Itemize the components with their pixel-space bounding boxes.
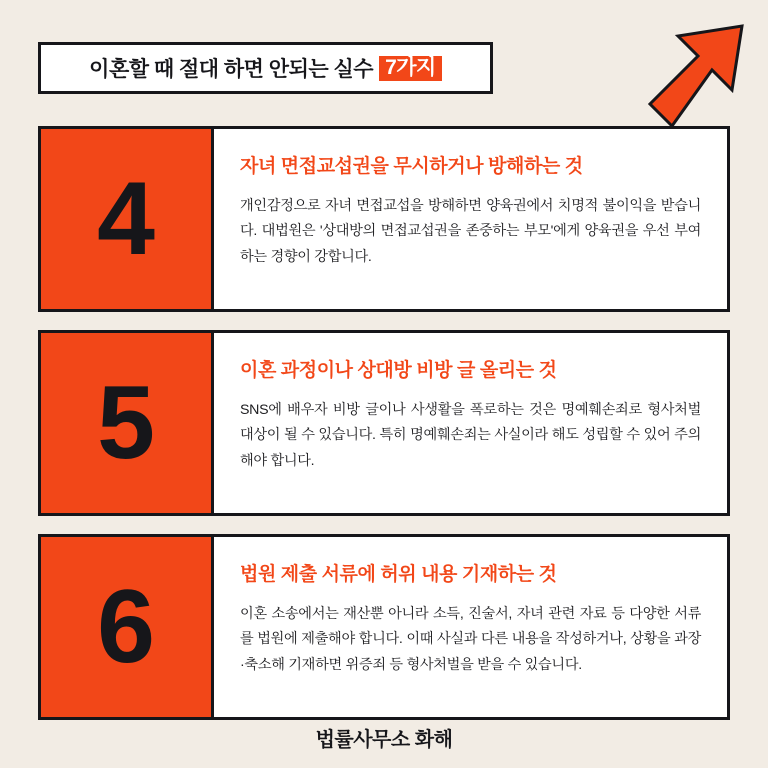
header-banner <box>38 42 493 94</box>
mistake-card <box>38 534 730 720</box>
mistake-card <box>38 330 730 516</box>
card-body <box>214 537 727 717</box>
footer-brand: 법률사무소 화해 <box>315 729 453 751</box>
card-description: 이혼 소송에서는 재산뿐 아니라 소득, 진술서, 자녀 관련 자료 등 다양한 서류를 법원에 제출해야 합니다. 이때 사실과 다른 내용을 작성하거나, 상황을 과장·축소해 기재하면 위증죄 등 형사처벌을 받을 수 있습니다. <box>240 606 701 673</box>
card-number: 4 <box>97 161 155 277</box>
card-number-box <box>41 537 214 717</box>
header-title <box>89 53 442 83</box>
header-title-highlight: 7가지 <box>379 56 442 81</box>
card-description: SNS에 배우자 비방 글이나 사생활을 폭로하는 것은 명예훼손죄로 형사처벌 대상이 될 수 있습니다. 특히 명예훼손죄는 사실이라 해도 성립할 수 있어 주의해야 합니다. <box>240 402 701 469</box>
mistake-card <box>38 126 730 312</box>
card-title: 자녀 면접교섭권을 무시하거나 방해하는 것 <box>240 156 583 177</box>
card-number: 6 <box>97 569 155 685</box>
card-body <box>214 333 727 513</box>
card-number: 5 <box>97 365 155 481</box>
card-number-box <box>41 333 214 513</box>
card-number-box <box>41 129 214 309</box>
card-title: 법원 제출 서류에 허위 내용 기재하는 것 <box>240 564 557 585</box>
header-title-main: 이혼할 때 절대 하면 안되는 실수 <box>89 58 374 81</box>
card-body <box>214 129 727 309</box>
card-description: 개인감정으로 자녀 면접교섭을 방해하면 양육권에서 치명적 불이익을 받습니다. 대법원은 '상대방의 면접교섭권을 존중하는 부모'에게 양육권을 우선 부여하는 경향이 강합니다. <box>240 198 701 265</box>
arrow-up-right-icon <box>620 22 750 132</box>
card-title: 이혼 과정이나 상대방 비방 글 올리는 것 <box>240 360 557 381</box>
